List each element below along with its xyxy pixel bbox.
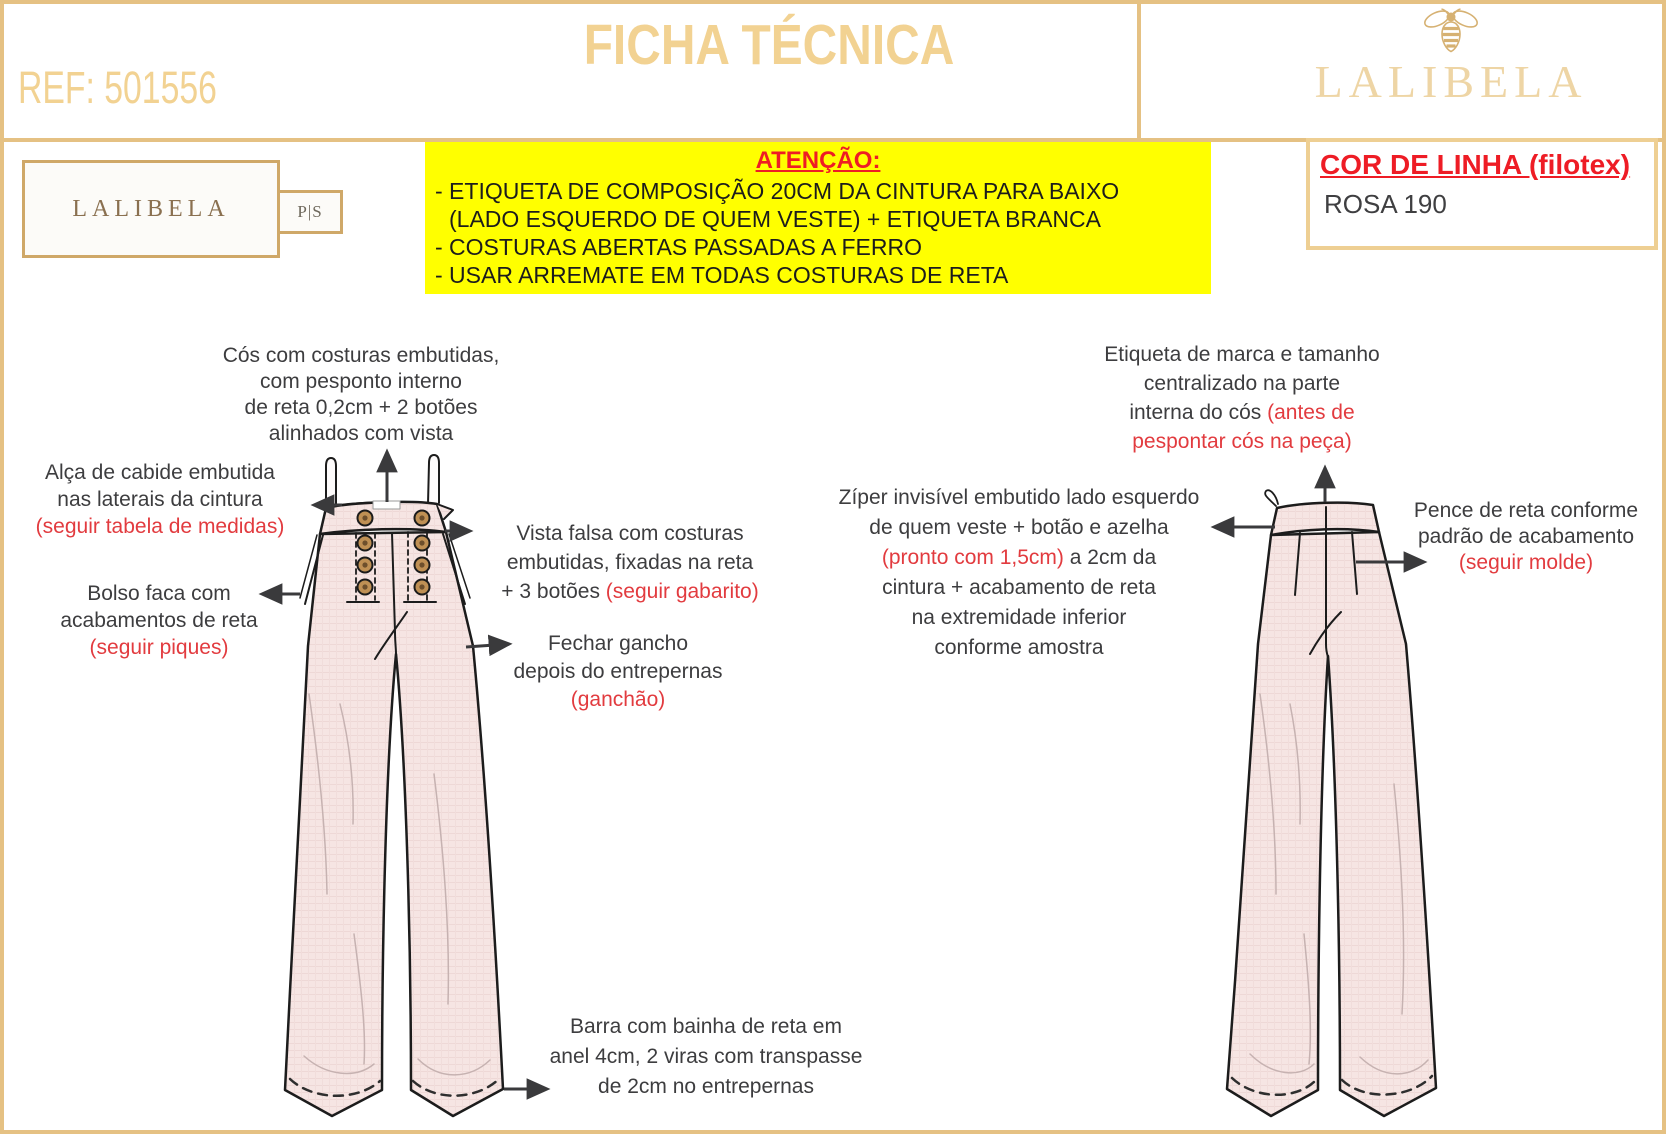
brand-label-text: LALIBELA — [72, 195, 230, 222]
attention-line: - ETIQUETA DE COMPOSIÇÃO 20CM DA CINTURA PARA BAIXO — [435, 178, 1120, 204]
annotation-brand-tag: Etiqueta de marca e tamanho centralizado na parte interna do cós (antes de pespontar cós na peça) — [1104, 343, 1380, 453]
attention-line: - USAR ARREMATE EM TODAS COSTURAS DE RETA — [435, 262, 1009, 288]
annotation-zipper: Zíper invisível embutido lado esquerdo de quem veste + botão e azelha (pronto com 1,5cm) a 2cm da cintura + acabamento de reta na extremidade inferior conforme amostra — [838, 486, 1200, 659]
annotation-fly: Vista falsa com costuras embutidas, fixadas na reta + 3 botões (seguir gabarito) — [501, 522, 759, 603]
pants-front-drawing — [285, 455, 503, 1116]
annotation-dart: Pence de reta conforme padrão de acabamento (seguir molde) — [1413, 499, 1639, 574]
thread-color-value: ROSA 190 — [1324, 189, 1447, 219]
attention-line: - COSTURAS ABERTAS PASSADAS A FERRO — [435, 234, 922, 260]
attention-line: (LADO ESQUERDO DE QUEM VESTE) + ETIQUETA BRANCA — [449, 206, 1101, 232]
annotation-hanger-strap: Alça de cabide embutida nas laterais da cintura (seguir tabela de medidas) — [35, 461, 285, 538]
thread-color-title: COR DE LINHA (filotex) — [1320, 149, 1631, 180]
ref-number: REF: 501556 — [18, 62, 217, 113]
attention-title: ATENÇÃO: — [755, 147, 881, 174]
brand-logo-text: LALIBELA — [1314, 56, 1588, 107]
annotation-waistband: Cós com costuras embutidas, com pesponto interno de reta 0,2cm + 2 botões alinhados com vista — [222, 344, 500, 445]
page-title: FICHA TÉCNICA — [583, 13, 955, 77]
annotation-hem: Barra com bainha de reta em anel 4cm, 2 viras com transpasse de 2cm no entrepernas — [549, 1015, 863, 1098]
pants-back-drawing — [1227, 490, 1436, 1116]
annotation-crotch: Fechar gancho depois do entrepernas (ganchão) — [513, 632, 723, 711]
annotation-pocket: Bolso faca com acabamentos de reta (seguir piques) — [60, 582, 258, 659]
size-tag: P|S — [277, 190, 343, 234]
